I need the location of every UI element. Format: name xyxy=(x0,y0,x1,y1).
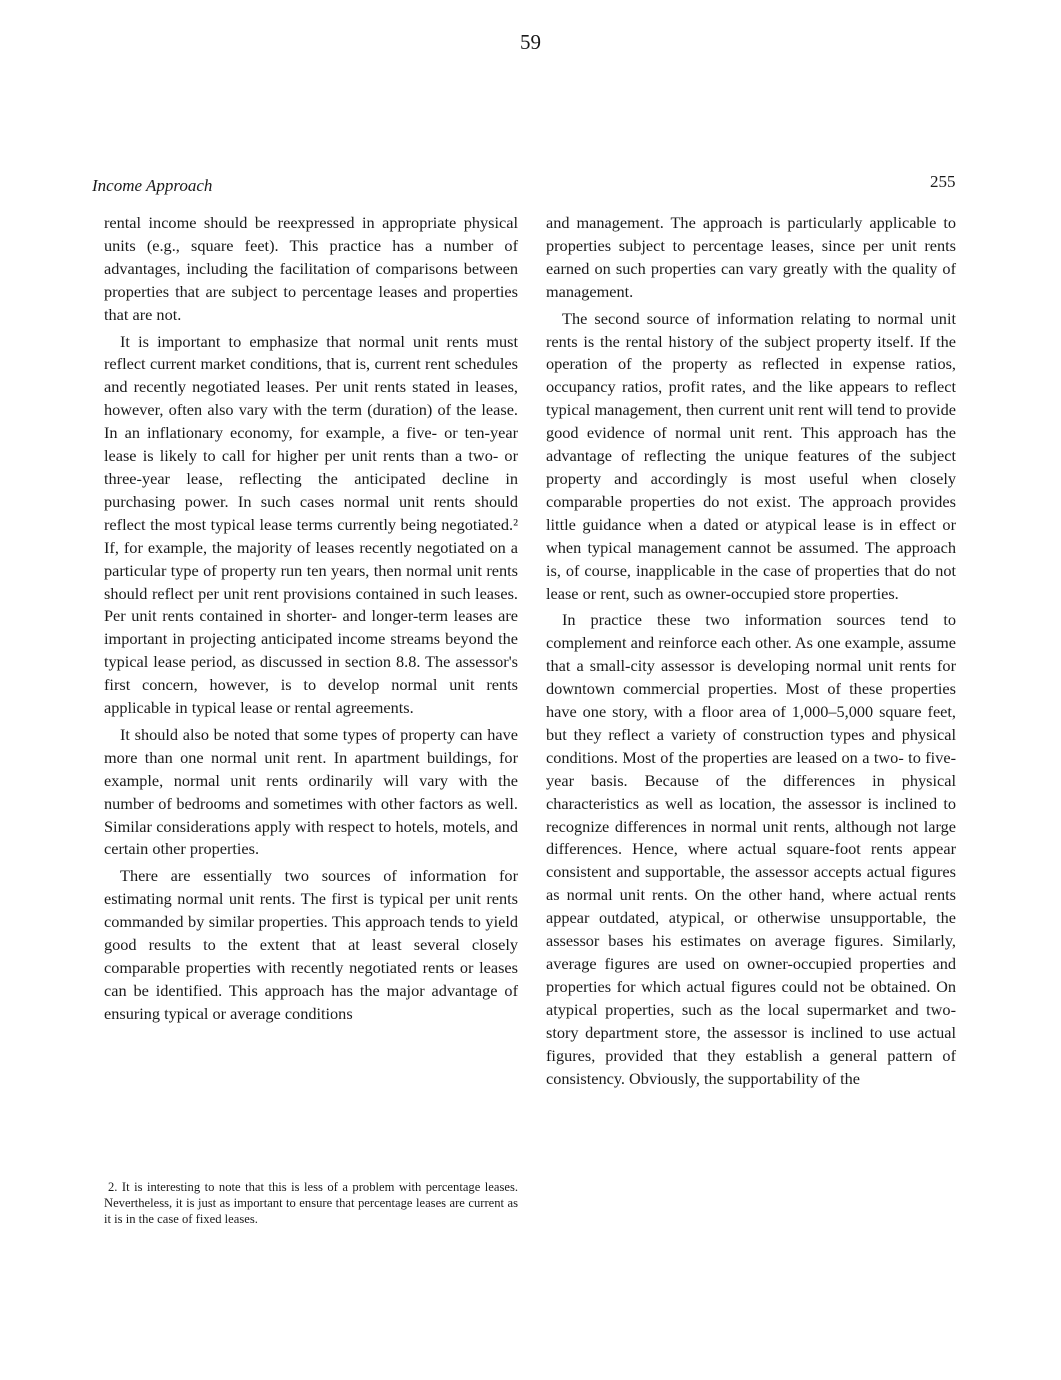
paragraph: and management. The approach is particularly applicable to properties subject to percentage leases, since per unit rents earned on such properties can vary greatly with the quality of management. xyxy=(546,213,956,301)
scan-page-number: 59 xyxy=(520,30,541,54)
paragraph: It is important to emphasize that normal unit rents must reflect current market conditions, that is, current rent schedules and recently negotiated leases. Per unit rents stated in leases, however, often also vary with the term (duration) of the lease. In an inflationary economy, for example, a five- or ten-year lease is likely to call for higher per unit rents than a two- or three-year lease, reflecting the anticipated decline in purchasing power. In such cases normal unit rents should reflect the most typical lease terms currently being negotiated.² If, for example, the majority of leases recently negotiated on a particular type of property run ten years, then normal unit rents should reflect per unit rent provisions contained in such leases. Per unit rents contained in shorter- and longer-term leases are important in projecting anticipated income streams beyond the typical lease period, as discussed in section 8.8. The assessor's first concern, however, is to develop normal unit rents applicable in typical lease or rental agreements. xyxy=(104,331,518,718)
paragraph: In practice these two information sources tend to complement and reinforce each other. As one example, assume that a small-city assessor is developing normal unit rents for downtown commercial properties. Most of these properties have one story, with a floor area of 1,000–5,000 square feet, but they reflect a variety of construction types and physical conditions. Most of the properties are leased on a two- to five-year basis. Because of the differences in physical characteristics as well as location, the assessor is inclined to recognize differences in normal unit rents, although not large differences. Hence, where actual square-foot rents appear consistent and supportable, the assessor accepts actual figures as normal unit rents. On the other hand, where actual rents appear outdated, atypical, or otherwise unsupportable, the assessor bases his estimates on average figures. Similarly, average figures are used on owner-occupied properties and properties for which actual figures could not be obtained. On atypical properties, such as the local supermarket and two-story department store, the assessor is inclined to use actual figures, provided that they establish a general pattern of consistency. Obviously, the supportability of the xyxy=(546,610,956,1088)
left-column xyxy=(104,212,518,1026)
paragraph: rental income should be reexpressed in appropriate physical units (e.g., square feet). This practice has a number of advantages, including the facilitation of comparisons between properties that are subject to percentage leases and properties that are not. xyxy=(104,213,518,324)
paragraph: The second source of information relating to normal unit rents is the rental history of the subject property itself. If the operation of the property as reflected in expense ratios, occupancy ratios, profit rates, and the like appears to reflect typical management, then current unit rent will tend to provide good evidence of normal unit rent. This approach has the advantage of reflecting the unique features of the subject property and accordingly is most useful when closely comparable properties do not exist. The approach provides little guidance when a dated or atypical lease is in effect or when typical management cannot be assumed. The approach is, of course, inapplicable in the case of properties that do not lease or rent, such as owner-occupied store properties. xyxy=(546,308,956,603)
footnote: 2. It is interesting to note that this is less of a problem with percentage leases. Nevertheless, it is just as important to ensure that percentage leases are current as it is in the case of fixed leases. xyxy=(104,1180,518,1226)
page-number: 255 xyxy=(930,172,956,191)
right-column xyxy=(546,212,956,1090)
paragraph: It should also be noted that some types of property can have more than one normal unit rent. In apartment buildings, for example, normal unit rents ordinarily will vary with the number of bedrooms and sometimes with other factors as well. Similar considerations apply with respect to hotels, motels, and certain other properties. xyxy=(104,724,518,859)
paragraph: There are essentially two sources of information for estimating normal unit rents. The first is typical per unit rents commanded by similar properties. This approach tends to yield good results to the extent that at least several closely comparable properties with recently negotiated rents or leases can be identified. This approach has the major advantage of ensuring typical or average conditions xyxy=(104,866,518,1023)
running-head: Income Approach xyxy=(92,176,213,195)
